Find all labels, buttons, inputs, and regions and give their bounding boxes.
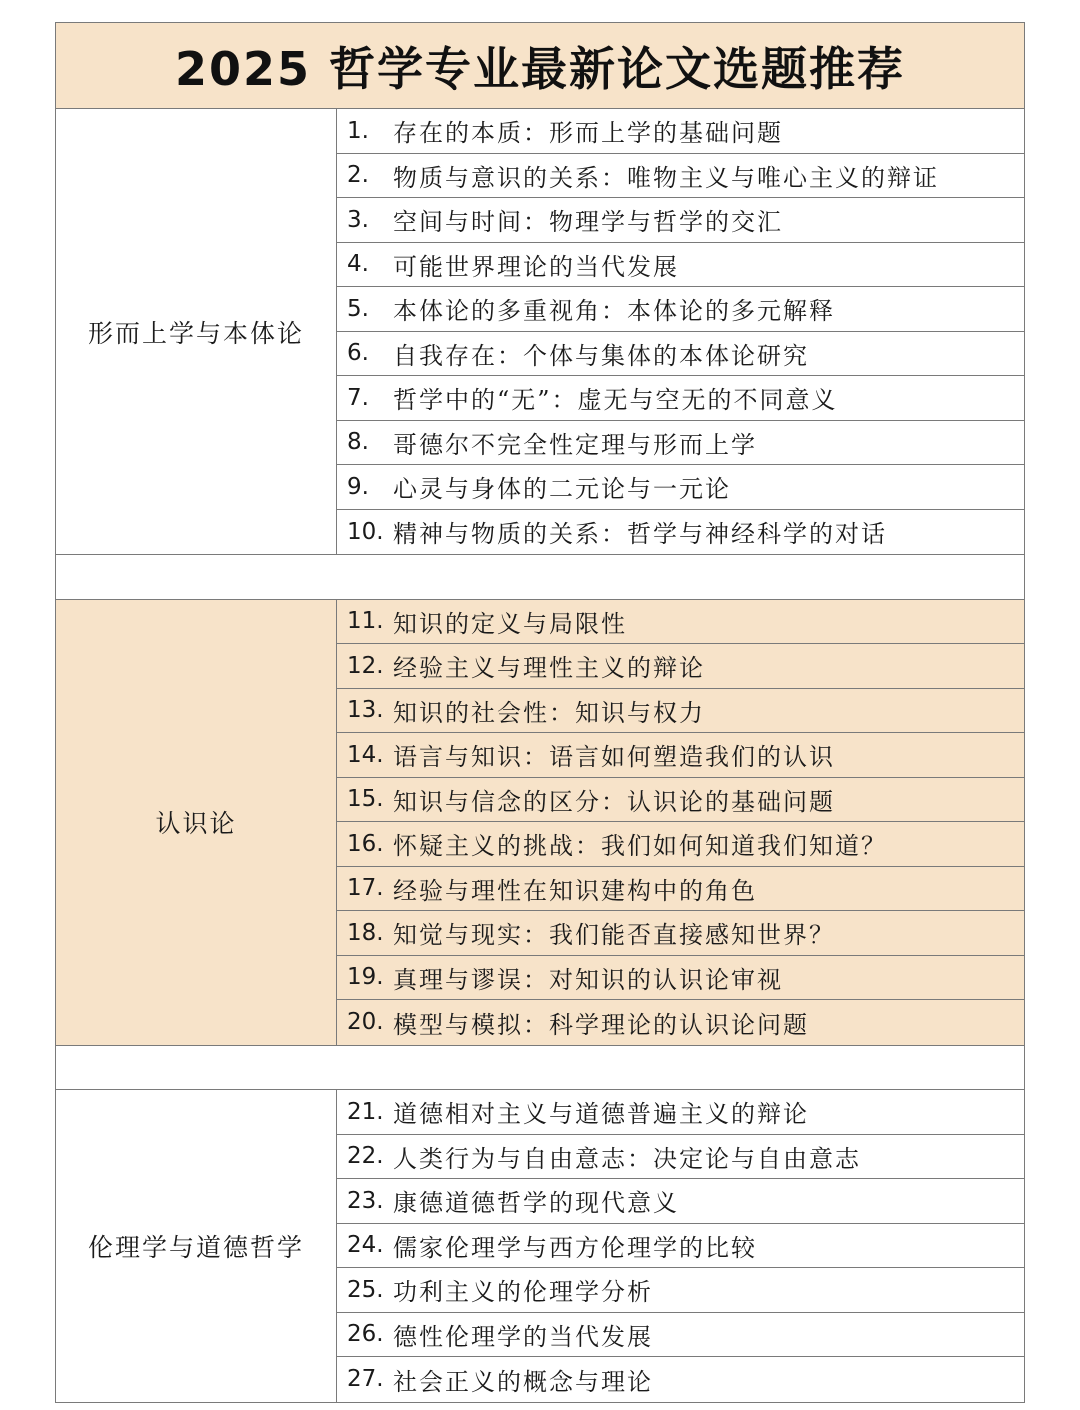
topic-table (55, 22, 1025, 1403)
topic-text: 知识的定义与局限性 (393, 609, 627, 638)
topic-text: 社会正义的概念与理论 (393, 1367, 653, 1396)
topic-item (337, 1357, 1024, 1402)
topic-item (337, 1224, 1024, 1269)
topic-item (337, 1135, 1024, 1180)
sections (56, 109, 1024, 1402)
topic-item (337, 198, 1024, 243)
topic-number: 19. (347, 964, 384, 991)
category-label: 形而上学与本体论 (56, 109, 337, 554)
topic-text: 德性伦理学的当代发展 (393, 1322, 653, 1351)
topic-item (337, 376, 1024, 421)
topic-text: 功利主义的伦理学分析 (393, 1278, 653, 1307)
topic-number: 25. (347, 1276, 384, 1303)
topic-item (337, 1090, 1024, 1135)
topic-number: 26. (347, 1321, 384, 1348)
topic-number: 4. (347, 251, 369, 278)
topic-number: 15. (347, 786, 384, 813)
topic-item (337, 822, 1024, 867)
spacer-row (56, 1046, 1024, 1091)
topic-number: 11. (347, 608, 384, 635)
topic-number: 24. (347, 1232, 384, 1259)
topic-text: 哲学中的“无”：虚无与空无的不同意义 (393, 386, 838, 415)
topic-item (337, 1268, 1024, 1313)
topic-text: 真理与谬误：对知识的认识论审视 (393, 965, 783, 994)
topic-item (337, 1000, 1024, 1045)
topic-text: 怀疑主义的挑战：我们如何知道我们知道？ (393, 832, 887, 861)
topic-text: 儒家伦理学与西方伦理学的比较 (393, 1233, 757, 1262)
topic-text: 哥德尔不完全性定理与形而上学 (393, 430, 757, 459)
topic-item (337, 600, 1024, 645)
topic-text: 道德相对主义与道德普遍主义的辩论 (393, 1100, 809, 1129)
topic-number: 12. (347, 652, 384, 679)
section-ethics (56, 1090, 1024, 1402)
topic-text: 知识的社会性：知识与权力 (393, 698, 705, 727)
topic-item (337, 644, 1024, 689)
topic-item (337, 243, 1024, 288)
topic-text: 知识与信念的区分：认识论的基础问题 (393, 787, 835, 816)
topic-item (337, 510, 1024, 555)
topic-list (337, 1090, 1024, 1402)
topic-list (337, 600, 1024, 1045)
topic-item (337, 465, 1024, 510)
section-metaphysics (56, 109, 1024, 555)
topic-number: 14. (347, 741, 384, 768)
topic-item (337, 911, 1024, 956)
topic-number: 17. (347, 875, 384, 902)
topic-item (337, 109, 1024, 154)
topic-number: 18. (347, 919, 384, 946)
page-title: 2025 哲学专业最新论文选题推荐 (56, 23, 1024, 109)
topic-number: 1. (347, 117, 369, 144)
topic-text: 经验与理性在知识建构中的角色 (393, 876, 757, 905)
topic-number: 27. (347, 1366, 384, 1393)
topic-text: 语言与知识：语言如何塑造我们的认识 (393, 743, 835, 772)
topic-number: 8. (347, 429, 369, 456)
topic-number: 3. (347, 206, 369, 233)
topic-number: 2. (347, 162, 369, 189)
topic-number: 9. (347, 473, 369, 500)
topic-text: 空间与时间：物理学与哲学的交汇 (393, 208, 783, 237)
topic-item (337, 1313, 1024, 1358)
topic-text: 知觉与现实：我们能否直接感知世界？ (393, 921, 835, 950)
topic-item (337, 287, 1024, 332)
topic-number: 16. (347, 830, 384, 857)
topic-text: 模型与模拟：科学理论的认识论问题 (393, 1010, 809, 1039)
topic-number: 20. (347, 1009, 384, 1036)
topic-text: 物质与意识的关系：唯物主义与唯心主义的辩证 (393, 163, 939, 192)
topic-text: 可能世界理论的当代发展 (393, 252, 679, 281)
topic-item (337, 956, 1024, 1001)
section-epistemology (56, 600, 1024, 1046)
topic-number: 6. (347, 340, 369, 367)
topic-item (337, 733, 1024, 778)
spacer-row (56, 555, 1024, 600)
topic-number: 10. (347, 518, 384, 545)
topic-text: 本体论的多重视角：本体论的多元解释 (393, 297, 835, 326)
topic-item (337, 332, 1024, 377)
topic-item (337, 1179, 1024, 1224)
topic-text: 人类行为与自由意志：决定论与自由意志 (393, 1144, 861, 1173)
topic-item (337, 867, 1024, 912)
topic-text: 精神与物质的关系：哲学与神经科学的对话 (393, 520, 887, 549)
topic-item (337, 154, 1024, 199)
category-label: 伦理学与道德哲学 (56, 1090, 337, 1402)
topic-text: 存在的本质：形而上学的基础问题 (393, 119, 783, 148)
topic-item (337, 689, 1024, 734)
topic-number: 23. (347, 1187, 384, 1214)
topic-number: 21. (347, 1098, 384, 1125)
topic-number: 7. (347, 384, 369, 411)
topic-item (337, 778, 1024, 823)
category-label: 认识论 (56, 600, 337, 1045)
topic-number: 5. (347, 295, 369, 322)
topic-text: 康德道德哲学的现代意义 (393, 1189, 679, 1218)
topic-list (337, 109, 1024, 554)
topic-number: 13. (347, 697, 384, 724)
topic-item (337, 421, 1024, 466)
topic-number: 22. (347, 1143, 384, 1170)
topic-text: 经验主义与理性主义的辩论 (393, 654, 705, 683)
topic-text: 心灵与身体的二元论与一元论 (393, 475, 731, 504)
topic-text: 自我存在：个体与集体的本体论研究 (393, 341, 809, 370)
